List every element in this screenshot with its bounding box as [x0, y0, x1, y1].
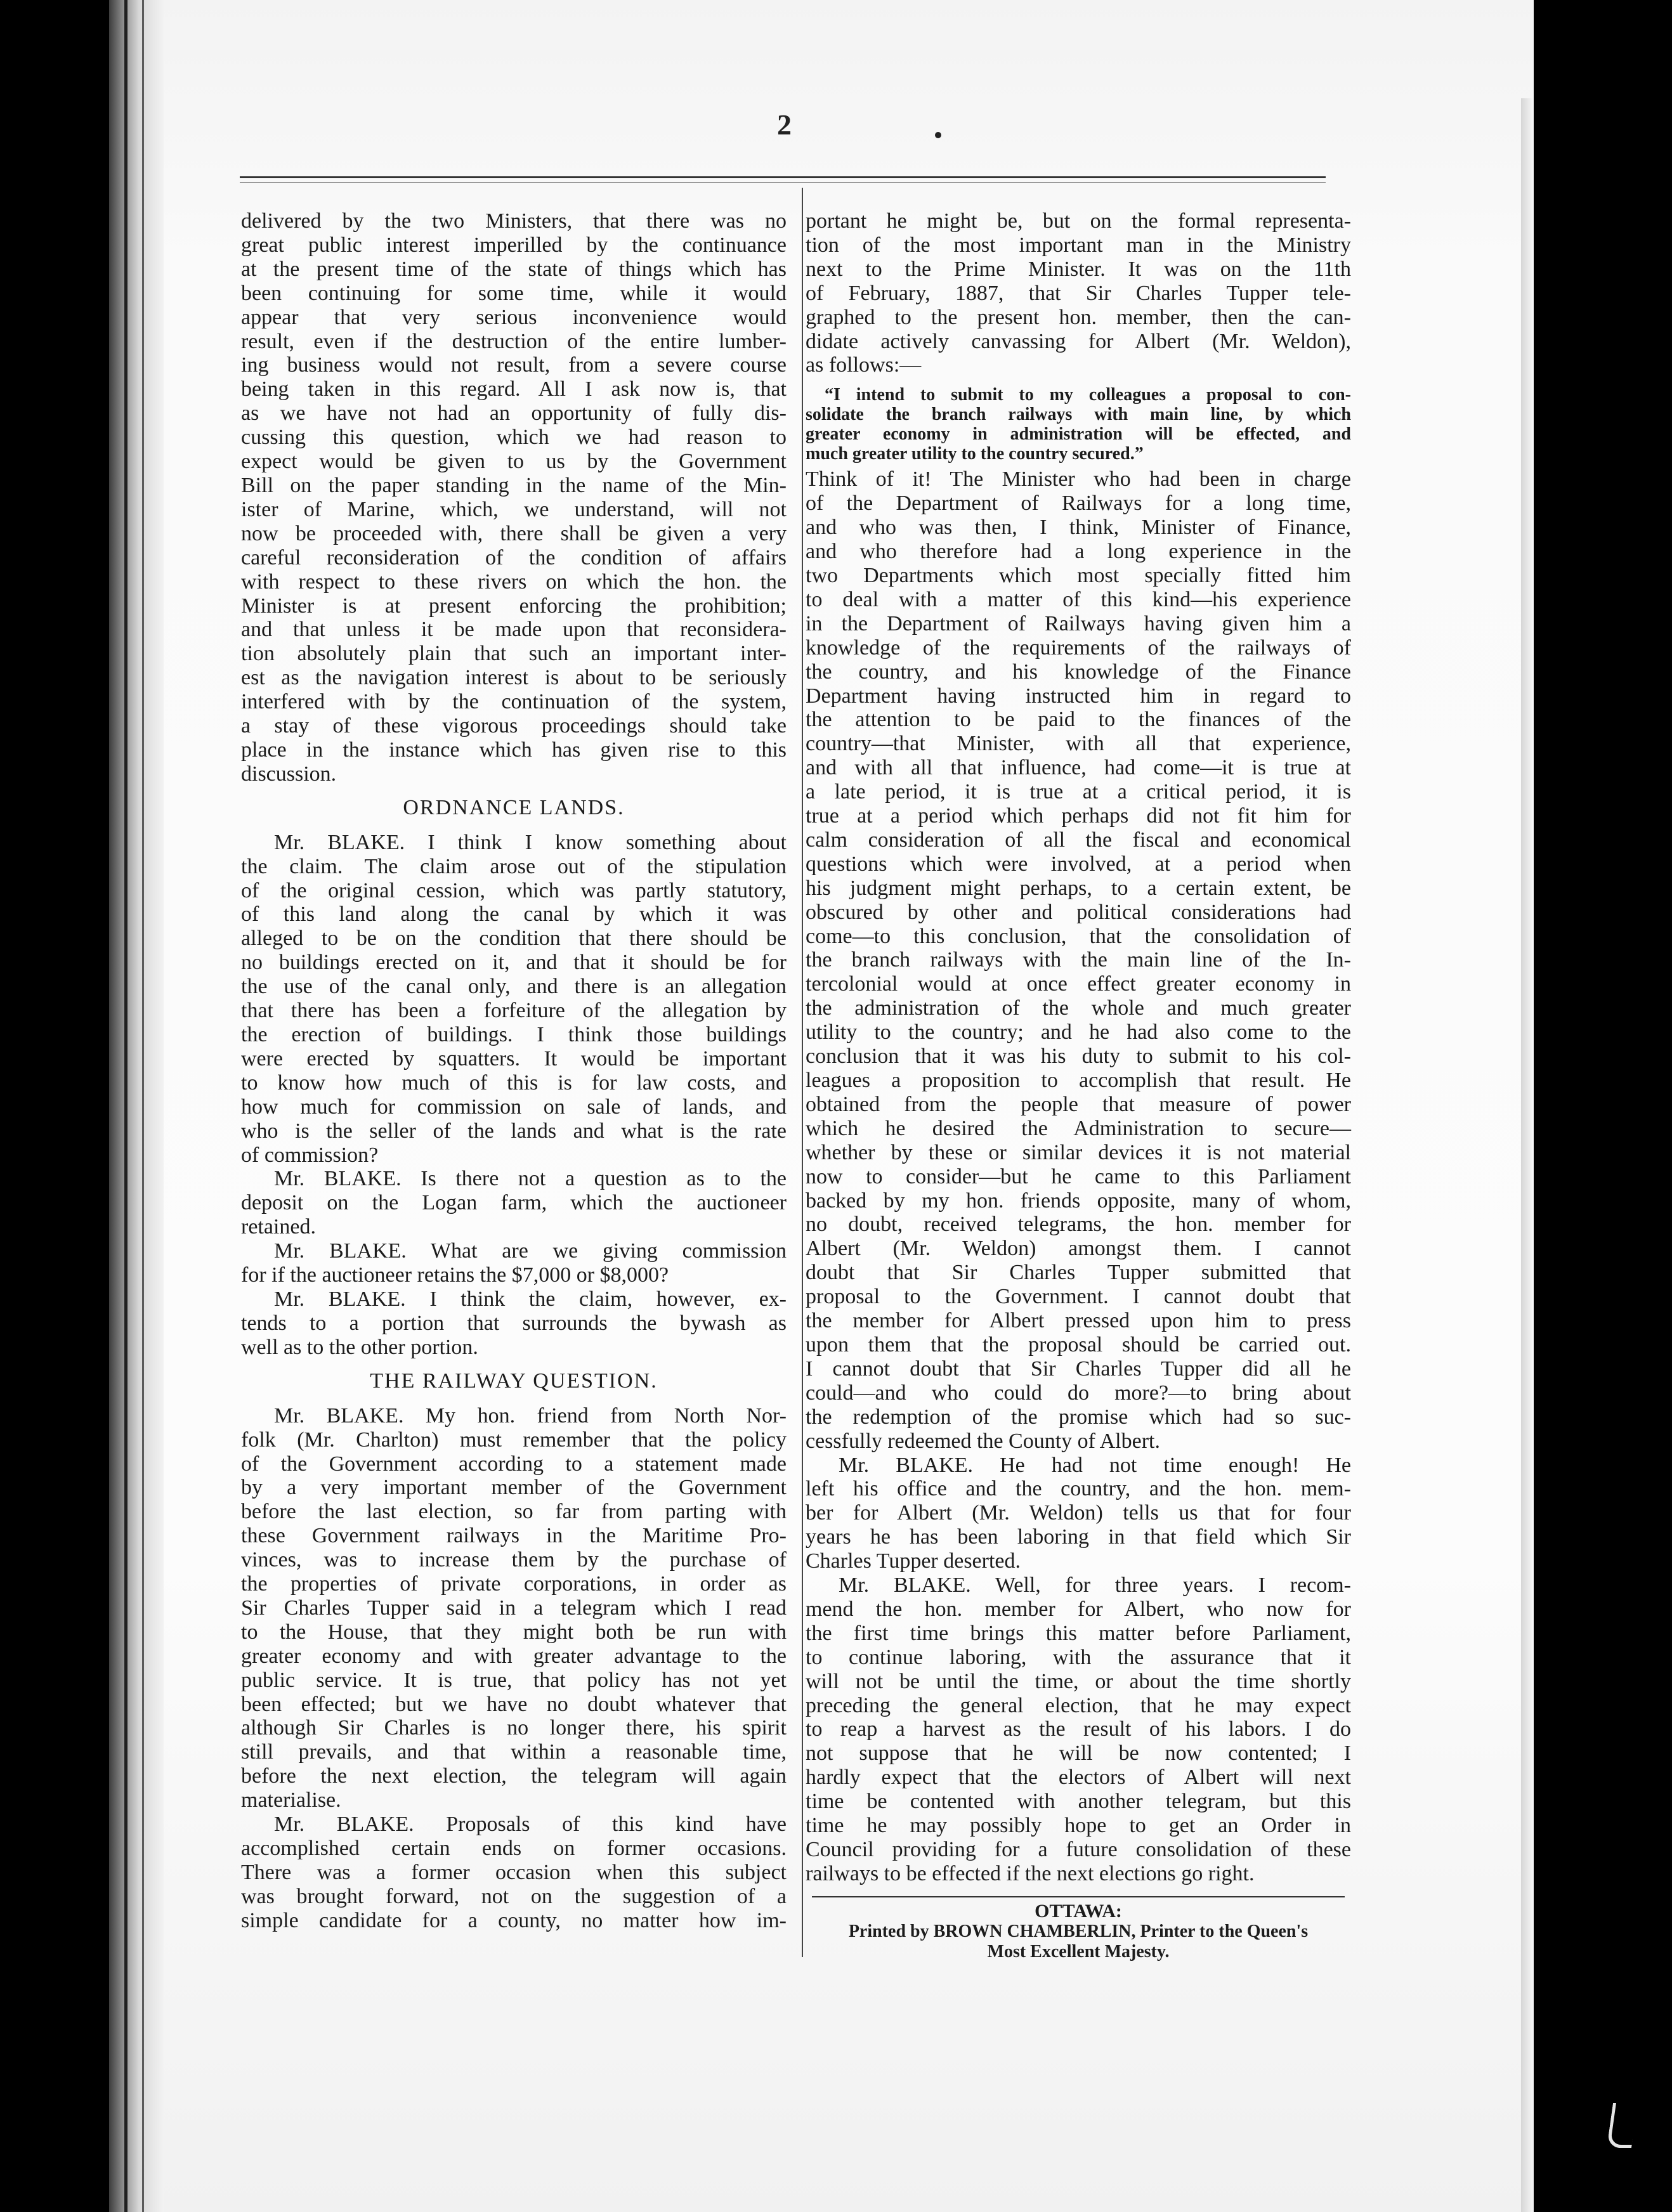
text-line: Think of it! The Minister who had been in charge: [806, 467, 1351, 491]
text-line: years he has been laboring in that field which Sir: [806, 1525, 1351, 1549]
book-spine-line: [142, 0, 144, 2212]
text-line: public service. It is true, that policy has not yet: [241, 1668, 787, 1692]
text-line: which he desired the Administration to secure—: [806, 1116, 1351, 1140]
text-line: of this land along the canal by which it was: [241, 902, 787, 927]
text-line: appear that very serious inconvenience would: [241, 305, 787, 329]
section-heading-ordnance-lands: ORDNANCE LANDS.: [403, 795, 625, 819]
text-line: There was a former occasion when this subject: [241, 1860, 787, 1884]
text-line: proposal to the Government. I cannot doubt that: [806, 1285, 1351, 1309]
text-line: calm consideration of all the fiscal and economical: [806, 828, 1351, 852]
text-line: at the present time of the state of things which has: [241, 257, 787, 281]
text-line: whether by these or similar devices it is not material: [806, 1140, 1351, 1164]
text-line: the branch railways with the main line of the In-: [806, 948, 1351, 972]
text-line: as follows:—: [806, 353, 922, 377]
text-line: Mr. BLAKE. My hon. friend from North Nor-: [274, 1403, 787, 1428]
text-line: been continuing for some time, while it would: [241, 281, 787, 305]
text-line: great public interest imperilled by the continuance: [241, 233, 787, 257]
text-line: of the original cession, which was partly statutory,: [241, 878, 787, 902]
text-line: deposit on the Logan farm, which the auctioneer: [241, 1191, 787, 1215]
text-line: est as the navigation interest is about to be seriously: [241, 666, 787, 690]
paragraph: [806, 1573, 1351, 1886]
text-line: in the Department of Railways having given him a: [806, 611, 1351, 635]
text-line: true at a period which perhaps did not fit him for: [806, 804, 1351, 828]
text-line: Council providing for a future consolidation of these: [806, 1838, 1351, 1861]
section-heading-railway-question: THE RAILWAY QUESTION.: [370, 1369, 658, 1393]
text-line: by a very important member of the Government: [241, 1476, 787, 1500]
text-line: well as to the other portion.: [241, 1335, 478, 1359]
text-line: Minister is at present enforcing the prohibition;: [241, 594, 787, 618]
paragraph: [241, 209, 787, 786]
text-line: graphed to the present hon. member, then the can-: [806, 305, 1351, 329]
text-line: to deal with a matter of this kind—his experience: [806, 587, 1351, 611]
text-line: expect would be given to us by the Government: [241, 450, 787, 474]
text-line: no buildings erected on it, and that it should be for: [241, 951, 787, 975]
text-line: ing business would not result, from a severe course: [241, 353, 787, 377]
text-line: that there has been a forfeiture of the allegation by: [241, 999, 787, 1023]
text-line: to know how much of this is for law costs, and: [241, 1070, 787, 1095]
text-line: the use of the canal only, and there is an allegation: [241, 975, 787, 999]
imprint-printer: Printed by BROWN CHAMBERLIN, Printer to the Queen's: [848, 1921, 1309, 1941]
text-line: who is the seller of the lands and what is the rate: [241, 1119, 787, 1143]
text-line: greater economy and with greater advantage to the: [241, 1644, 787, 1668]
header-rule-thin: [240, 182, 1326, 183]
text-line: didate actively canvassing for Albert (Mr. Weldon),: [806, 329, 1351, 353]
text-line: Mr. BLAKE. What are we giving commission: [274, 1239, 787, 1263]
paragraph: [806, 1454, 1351, 1574]
text-line: Mr. BLAKE. I think the claim, however, ex-: [274, 1287, 787, 1311]
text-line: folk (Mr. Charlton) must remember that the policy: [241, 1428, 787, 1452]
text-line: tercolonial would at once effect greater economy in: [806, 972, 1351, 996]
text-line: mend the hon. member for Albert, who now for: [806, 1597, 1351, 1621]
text-line: to continue laboring, with the assurance that it: [806, 1645, 1351, 1669]
text-line: questions which were involved, at a period when: [806, 852, 1351, 876]
right-column: [806, 209, 1351, 1962]
text-line: time be contented with another telegram, but this: [806, 1790, 1351, 1814]
text-line: ister of Marine, which, we understand, will not: [241, 497, 787, 521]
text-line: the first time brings this matter before Parliament,: [806, 1621, 1351, 1645]
text-line: and that unless it be made upon that reconsidera-: [241, 618, 787, 642]
text-line: of commission?: [241, 1143, 379, 1167]
text-line: greater economy in administration will be effected, and: [806, 424, 1351, 445]
ink-speck: [935, 132, 941, 138]
text-line: tends to a portion that surrounds the bywash as: [241, 1311, 787, 1335]
text-line: tion of the most important man in the Ministry: [806, 233, 1351, 257]
text-line: these Government railways in the Maritime Pro-: [241, 1524, 787, 1548]
text-line: retained.: [241, 1215, 316, 1239]
left-column: [241, 209, 787, 1933]
text-line: leagues a proposition to accomplish that result. He: [806, 1069, 1351, 1092]
paragraph: [241, 1812, 787, 1933]
text-line: much greater utility to the country secured.”: [806, 444, 1144, 464]
text-line: delivered by the two Ministers, that there was no: [241, 209, 787, 233]
text-line: obscured by other and political considerations had: [806, 900, 1351, 924]
book-spine-shadow: [109, 0, 164, 2212]
text-line: the erection of buildings. I think those buildings: [241, 1023, 787, 1046]
text-line: although Sir Charles is no longer there, his spirit: [241, 1716, 787, 1740]
text-line: no doubt, received telegrams, the hon. member for: [806, 1213, 1351, 1237]
text-line: materialise.: [241, 1788, 341, 1812]
text-line: Mr. BLAKE. Is there not a question as to the: [274, 1167, 787, 1191]
page-number: 2: [777, 108, 792, 141]
text-line: result, even if the destruction of the entire lumber-: [241, 329, 787, 353]
column-divider: [802, 188, 803, 1957]
text-line: hardly expect that the electors of Albert will next: [806, 1766, 1351, 1790]
text-line: Bill on the paper standing in the name of the Min-: [241, 473, 787, 497]
paragraph: [241, 831, 787, 1168]
text-line: Sir Charles Tupper said in a telegram which I read: [241, 1596, 787, 1620]
text-line: portant he might be, but on the formal representa-: [806, 209, 1351, 233]
text-line: Mr. BLAKE. He had not time enough! He: [839, 1453, 1351, 1477]
text-line: the properties of private corporations, in order as: [241, 1572, 787, 1596]
text-line: was brought forward, not on the suggestion of a: [241, 1884, 787, 1908]
text-line: the administration of the whole and much greater: [806, 996, 1351, 1020]
text-line: cussing this question, which we had reason to: [241, 426, 787, 450]
text-line: interfered with by the continuation of the system,: [241, 690, 787, 714]
text-line: for if the auctioneer retains the $7,000 or $8,000?: [241, 1263, 669, 1287]
text-line: of the Department of Railways for a long time,: [806, 491, 1351, 516]
text-line: I cannot doubt that Sir Charles Tupper did all he: [806, 1356, 1351, 1381]
paragraph: [241, 1404, 787, 1812]
text-line: could—and who could do more?—to bring about: [806, 1381, 1351, 1405]
header-rule: [240, 176, 1326, 178]
text-line: Mr. BLAKE. Proposals of this kind have: [274, 1812, 787, 1837]
text-line: vinces, was to increase them by the purchase of: [241, 1548, 787, 1572]
scan-border-left: [0, 0, 109, 2212]
scan-border-right: [1534, 0, 1672, 2212]
text-line: alleged to be on the condition that there should be: [241, 927, 787, 951]
text-line: Mr. BLAKE. Well, for three years. I recom-: [839, 1573, 1351, 1597]
telegram-quote: [806, 385, 1351, 464]
text-line: place in the instance which has given rise to this: [241, 738, 787, 762]
text-line: of February, 1887, that Sir Charles Tupper tele-: [806, 281, 1351, 305]
text-line: now be proceeded with, there shall be given a very: [241, 521, 787, 545]
text-line: not suppose that he will be now contented; I: [806, 1741, 1351, 1766]
text-line: were erected by squatters. It would be important: [241, 1046, 787, 1070]
text-line: backed by my hon. friends opposite, many of whom,: [806, 1188, 1351, 1213]
text-line: country—that Minister, with all that experience,: [806, 732, 1351, 756]
text-line: Albert (Mr. Weldon) amongst them. I cannot: [806, 1237, 1351, 1261]
imprint-rule: [812, 1896, 1345, 1897]
text-line: how much for commission on sale of lands, and: [241, 1095, 787, 1119]
text-line: solidate the branch railways with main line, by which: [806, 405, 1351, 425]
text-line: railways to be effected if the next elections go right.: [806, 1861, 1255, 1885]
imprint-majesty: Most Excellent Majesty.: [987, 1941, 1170, 1962]
text-line: time he may possibly hope to get an Order in: [806, 1814, 1351, 1838]
text-line: two Departments which most specially fitted him: [806, 563, 1351, 587]
imprint-place: OTTAWA:: [1035, 1900, 1122, 1922]
text-line: next to the Prime Minister. It was on the 11th: [806, 257, 1351, 281]
text-line: cessfully redeemed the County of Albert.: [806, 1429, 1160, 1453]
text-line: a late period, it is true at a critical period, it is: [806, 780, 1351, 804]
text-line: being taken in this regard. All I ask now is, that: [241, 377, 787, 401]
paragraph: [241, 1287, 787, 1360]
text-line: the redemption of the promise which had so suc-: [806, 1405, 1351, 1429]
text-line: his judgment might perhaps, to a certain extent, be: [806, 876, 1351, 900]
text-line: will not be until the time, or about the time shortly: [806, 1669, 1351, 1693]
paragraph: [241, 1167, 787, 1239]
text-line: the attention to be paid to the finances of the: [806, 708, 1351, 732]
text-line: accomplished certain ends on former occasions.: [241, 1837, 787, 1860]
text-line: and who was then, I think, Minister of Finance,: [806, 516, 1351, 540]
text-line: before the last election, so far from parting with: [241, 1500, 787, 1524]
text-line: utility to the country; and he had also come to the: [806, 1020, 1351, 1044]
text-line: knowledge of the requirements of the railways of: [806, 635, 1351, 660]
text-line: and with all that influence, had come—it is true at: [806, 756, 1351, 780]
text-line: discussion.: [241, 762, 337, 786]
text-line: left his office and the country, and the hon. mem-: [806, 1477, 1351, 1501]
text-line: Charles Tupper deserted.: [806, 1549, 1021, 1573]
text-line: doubt that Sir Charles Tupper submitted that: [806, 1261, 1351, 1285]
text-line: to the House, that they might both be run with: [241, 1620, 787, 1644]
text-line: before the next election, the telegram will again: [241, 1764, 787, 1788]
text-line: now to consider—but he came to this Parliament: [806, 1164, 1351, 1188]
text-line: come—to this conclusion, that the consolidation of: [806, 924, 1351, 948]
paragraph: [241, 1239, 787, 1287]
text-line: tion absolutely plain that such an important inter-: [241, 642, 787, 666]
text-line: “I intend to submit to my colleagues a proposal to con-: [825, 385, 1351, 405]
text-line: the claim. The claim arose out of the stipulation: [241, 854, 787, 878]
text-line: the member for Albert pressed upon him to press: [806, 1309, 1351, 1333]
text-line: conclusion that it was his duty to submit to his col-: [806, 1044, 1351, 1069]
text-line: simple candidate for a county, no matter how im-: [241, 1908, 787, 1932]
text-line: as we have not had an opportunity of fully dis-: [241, 401, 787, 426]
text-line: careful reconsideration of the condition of affairs: [241, 545, 787, 569]
text-line: Mr. BLAKE. I think I know something about: [274, 830, 787, 854]
next-page-edge: [1521, 98, 1532, 2212]
text-line: a stay of these vigorous proceedings should take: [241, 714, 787, 738]
text-line: of the Government according to a statement made: [241, 1452, 787, 1476]
text-line: upon them that the proposal should be carried out.: [806, 1332, 1351, 1356]
text-line: Department having instructed him in regard to: [806, 684, 1351, 708]
text-line: preceding the general election, that he may expect: [806, 1693, 1351, 1717]
text-line: been effected; but we have no doubt whatever that: [241, 1692, 787, 1716]
text-line: still prevails, and that within a reasonable time,: [241, 1740, 787, 1764]
text-line: ber for Albert (Mr. Weldon) tells us that for four: [806, 1501, 1351, 1525]
paragraph: [806, 209, 1351, 377]
text-line: with respect to these rivers on which the hon. the: [241, 569, 787, 594]
paragraph: [806, 467, 1351, 1453]
text-line: and who therefore had a long experience in the: [806, 540, 1351, 564]
text-line: obtained from the people that measure of power: [806, 1092, 1351, 1116]
text-line: the country, and his knowledge of the Finance: [806, 660, 1351, 684]
text-line: to reap a harvest as the result of his labors. I do: [806, 1717, 1351, 1741]
book-spine-line: [124, 0, 127, 2212]
